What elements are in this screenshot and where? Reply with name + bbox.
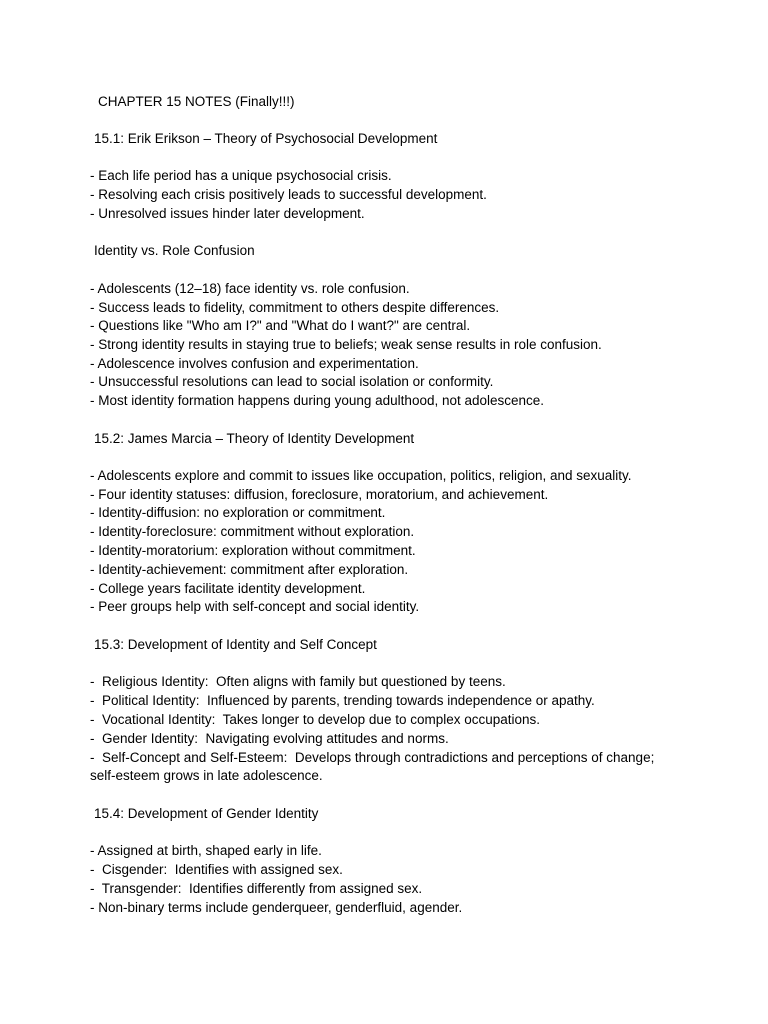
list-item: - Adolescence involves confusion and experimentation. [90,356,419,371]
list-item: - Adolescents (12–18) face identity vs. role confusion. [90,281,410,296]
section-heading: 15.1: Erik Erikson – Theory of Psychosocial Development [94,131,438,146]
list-item: - Identity-achievement: commitment after exploration. [90,562,409,577]
list-item: - Resolving each crisis positively leads to successful development. [90,187,487,202]
list-item-continuation: self-esteem grows in late adolescence. [90,768,323,783]
section-heading: 15.3: Development of Identity and Self Concept [94,637,377,652]
section-heading: 15.4: Development of Gender Identity [94,806,319,821]
list-item: - Unresolved issues hinder later development. [90,206,365,221]
document-title: CHAPTER 15 NOTES (Finally!!!) [98,94,295,109]
list-item: - Identity-moratorium: exploration without commitment. [90,543,416,558]
list-item: - Four identity statuses: diffusion, foreclosure, moratorium, and achievement. [90,487,549,502]
list-item: - Peer groups help with self-concept and social identity. [90,599,420,614]
list-item: - Each life period has a unique psychosocial crisis. [90,168,392,183]
list-item: - Assigned at birth, shaped early in life. [90,843,322,858]
list-item: - Religious Identity: Often aligns with family but questioned by teens. [90,674,506,689]
list-item: - Identity-diffusion: no exploration or commitment. [90,505,386,520]
list-item: - Transgender: Identifies differently from assigned sex. [90,881,423,896]
list-item: - Gender Identity: Navigating evolving attitudes and norms. [90,731,449,746]
list-item: - Most identity formation happens during young adulthood, not adolescence. [90,393,545,408]
list-item: - Identity-foreclosure: commitment without exploration. [90,524,415,539]
section-heading: 15.2: James Marcia – Theory of Identity Development [94,431,415,446]
section-heading: Identity vs. Role Confusion [94,243,255,258]
list-item: - Cisgender: Identifies with assigned sex. [90,862,343,877]
list-item: - Non-binary terms include genderqueer, genderfluid, agender. [90,900,463,915]
list-item: - Success leads to fidelity, commitment to others despite differences. [90,300,500,315]
list-item: - Self-Concept and Self-Esteem: Develops through contradictions and perceptions of change; [90,750,655,765]
list-item: - Strong identity results in staying true to beliefs; weak sense results in role confusion. [90,337,602,352]
list-item: - Political Identity: Influenced by parents, trending towards independence or apathy. [90,693,595,708]
list-item: - Vocational Identity: Takes longer to develop due to complex occupations. [90,712,541,727]
list-item: - Unsuccessful resolutions can lead to social isolation or conformity. [90,374,494,389]
list-item: - College years facilitate identity development. [90,581,366,596]
list-item: - Adolescents explore and commit to issues like occupation, politics, religion, and sexuality. [90,468,632,483]
list-item: - Questions like "Who am I?" and "What do I want?" are central. [90,318,471,333]
